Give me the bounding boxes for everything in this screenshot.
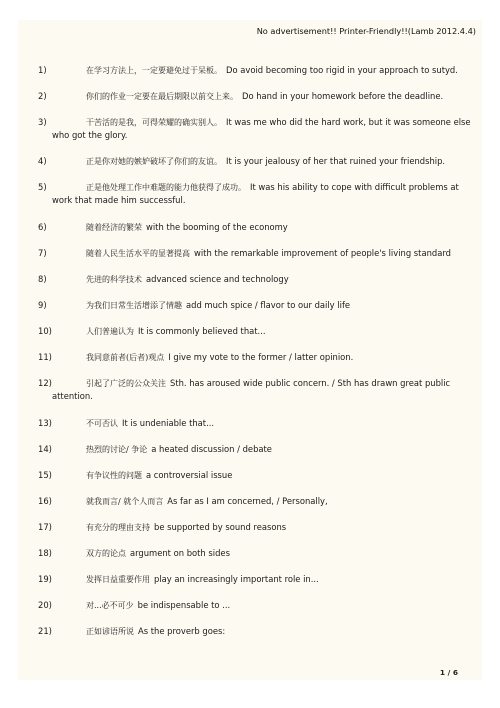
item-chinese: 双方的论点 <box>86 549 126 558</box>
item-chinese: 正是你对她的嫉妒破坏了你们的友谊。 <box>86 157 222 166</box>
item-chinese: 我同意前者(后者)观点 <box>86 353 165 362</box>
item-number: 20) <box>38 600 52 610</box>
item-english: Do hand in your homework before the deadline. <box>242 91 444 101</box>
item-number: 9) <box>38 300 47 310</box>
item-number: 7) <box>38 248 47 258</box>
item-english: It is commonly believed that... <box>138 326 266 336</box>
item-english: It is undeniable that... <box>122 418 215 428</box>
item-chinese: 有争议性的问题 <box>86 471 142 480</box>
item-chinese: 就我而言/ 就个人而言 <box>86 497 164 506</box>
item-chinese: 先进的科学技术 <box>86 275 142 284</box>
item-number: 5) <box>38 182 47 192</box>
item-number: 16) <box>38 496 52 506</box>
item-english: Do avoid becoming too rigid in your approach to sutyd. <box>226 65 458 75</box>
item-english: It is your jealousy of her that ruined your friendship. <box>226 156 446 166</box>
item-chinese: 为我们日常生活增添了情趣 <box>86 301 182 310</box>
item-english: argument on both sides <box>130 548 230 558</box>
item-chinese: 随着经济的繁荣 <box>86 223 142 232</box>
item-number: 21) <box>38 626 52 636</box>
item-chinese: 引起了广泛的公众关注 <box>86 379 166 388</box>
item-english: a controversial issue <box>146 470 233 480</box>
item-english: It was me who did the hard work, but it was someone else who got the glory. <box>52 117 471 140</box>
item-english: be indispensable to ... <box>137 600 231 610</box>
item-number: 13) <box>38 418 52 428</box>
item-english: Sth. has aroused wide public concern. / Sth has drawn great public attention. <box>52 378 451 401</box>
item-chinese: 有充分的理由支持 <box>86 523 150 532</box>
item-chinese: 在学习方法上，一定要避免过于呆板。 <box>86 66 222 75</box>
item-number: 6) <box>38 222 47 232</box>
item-chinese: 人们普遍认为 <box>86 327 134 336</box>
item-number: 19) <box>38 574 52 584</box>
item-english: It was his ability to cope with difficult problems at work that made him successful. <box>52 182 459 205</box>
item-chinese: 不可否认 <box>86 419 118 428</box>
item-number: 17) <box>38 522 52 532</box>
item-english: with the remarkable improvement of people's living standard <box>194 248 451 258</box>
item-english: be supported by sound reasons <box>154 522 287 532</box>
item-english: play an increasingly important role in... <box>154 574 319 584</box>
item-chinese: 热烈的讨论/ 争论 <box>86 445 148 454</box>
page-header: No advertisement!! Printer-Friendly!!(Lamb 2012.4.4) <box>256 26 476 36</box>
item-number: 3) <box>38 117 47 127</box>
item-number: 2) <box>38 91 47 101</box>
item-number: 18) <box>38 548 52 558</box>
item-number: 11) <box>38 352 52 362</box>
item-english: advanced science and technology <box>146 274 289 284</box>
item-number: 14) <box>38 444 52 454</box>
item-number: 15) <box>38 470 52 480</box>
item-chinese: 随着人民生活水平的显著提高 <box>86 249 190 258</box>
item-english: with the booming of the economy <box>146 222 288 232</box>
item-number: 10) <box>38 326 52 336</box>
page-indicator: 1 / 6 <box>439 668 458 677</box>
item-number: 8) <box>38 274 47 284</box>
item-english: I give my vote to the former / latter opinion. <box>168 352 354 362</box>
item-english: add much spice / flavor to our daily life <box>186 300 351 310</box>
item-chinese: 发挥日益重要作用 <box>86 575 150 584</box>
document-page <box>18 20 482 680</box>
item-number: 1) <box>38 65 47 75</box>
item-chinese: 你们的作业一定要在最后期限以前交上来。 <box>86 92 238 101</box>
item-english: a heated discussion / debate <box>151 444 272 454</box>
item-number: 12) <box>38 378 52 388</box>
item-chinese: 干苦活的是我，可得荣耀的确实别人。 <box>86 118 222 127</box>
item-chinese: 正是他处理工作中难题的能力他获得了成功。 <box>86 183 246 192</box>
item-chinese: 对...必不可少 <box>86 601 134 610</box>
item-chinese: 正如谚语所说 <box>86 627 134 636</box>
item-english: As far as I am concerned, / Personally, <box>167 496 328 506</box>
item-english: As the proverb goes: <box>138 626 226 636</box>
item-number: 4) <box>38 156 47 166</box>
